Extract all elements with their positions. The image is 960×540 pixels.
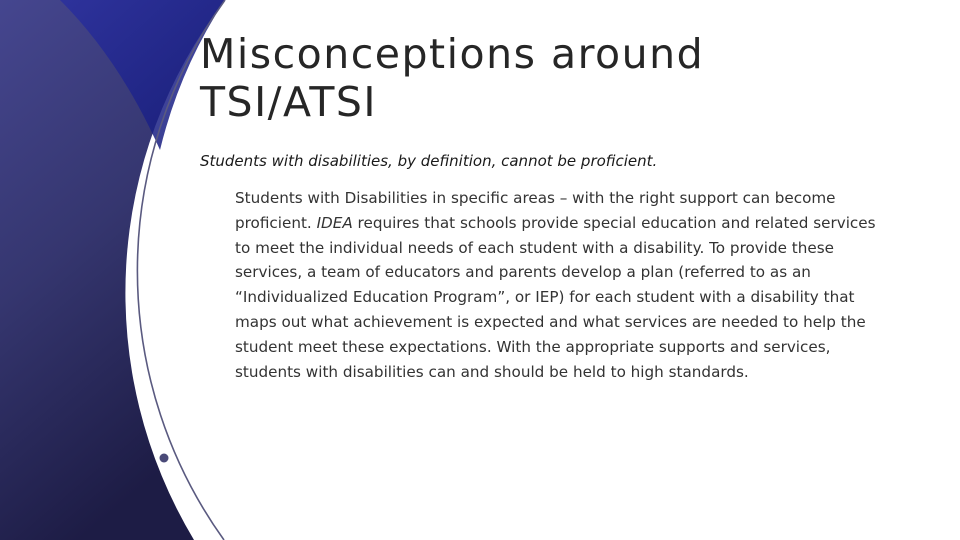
arc-dot — [160, 454, 169, 463]
title-line-2: TSI/ATSI — [200, 78, 378, 126]
body-text-part-1: Students with Disabilities in specific areas – with the right support can become proficient. — [235, 189, 836, 232]
idea-term: IDEA — [316, 213, 353, 232]
title-line-1: Misconceptions around — [200, 30, 705, 78]
subtitle: Students with disabilities, by definition, cannot be proficient. — [200, 152, 658, 170]
page-title — [200, 30, 900, 126]
left-gradient-panel — [0, 0, 225, 540]
body-paragraph — [235, 186, 885, 384]
body-text-part-2: requires that schools provide special education and related services to meet the individual needs of each student with a disability. To provide these services, a team of educators and parents develop a plan (referred to as an “Individualized Education Program”, or IEP) for each student with a disability that maps out what achievement is expected and what services are needed to help the student meet these expectations. With the appropriate supports and services, students with disabilities can and should be held to high standards. — [235, 213, 876, 381]
